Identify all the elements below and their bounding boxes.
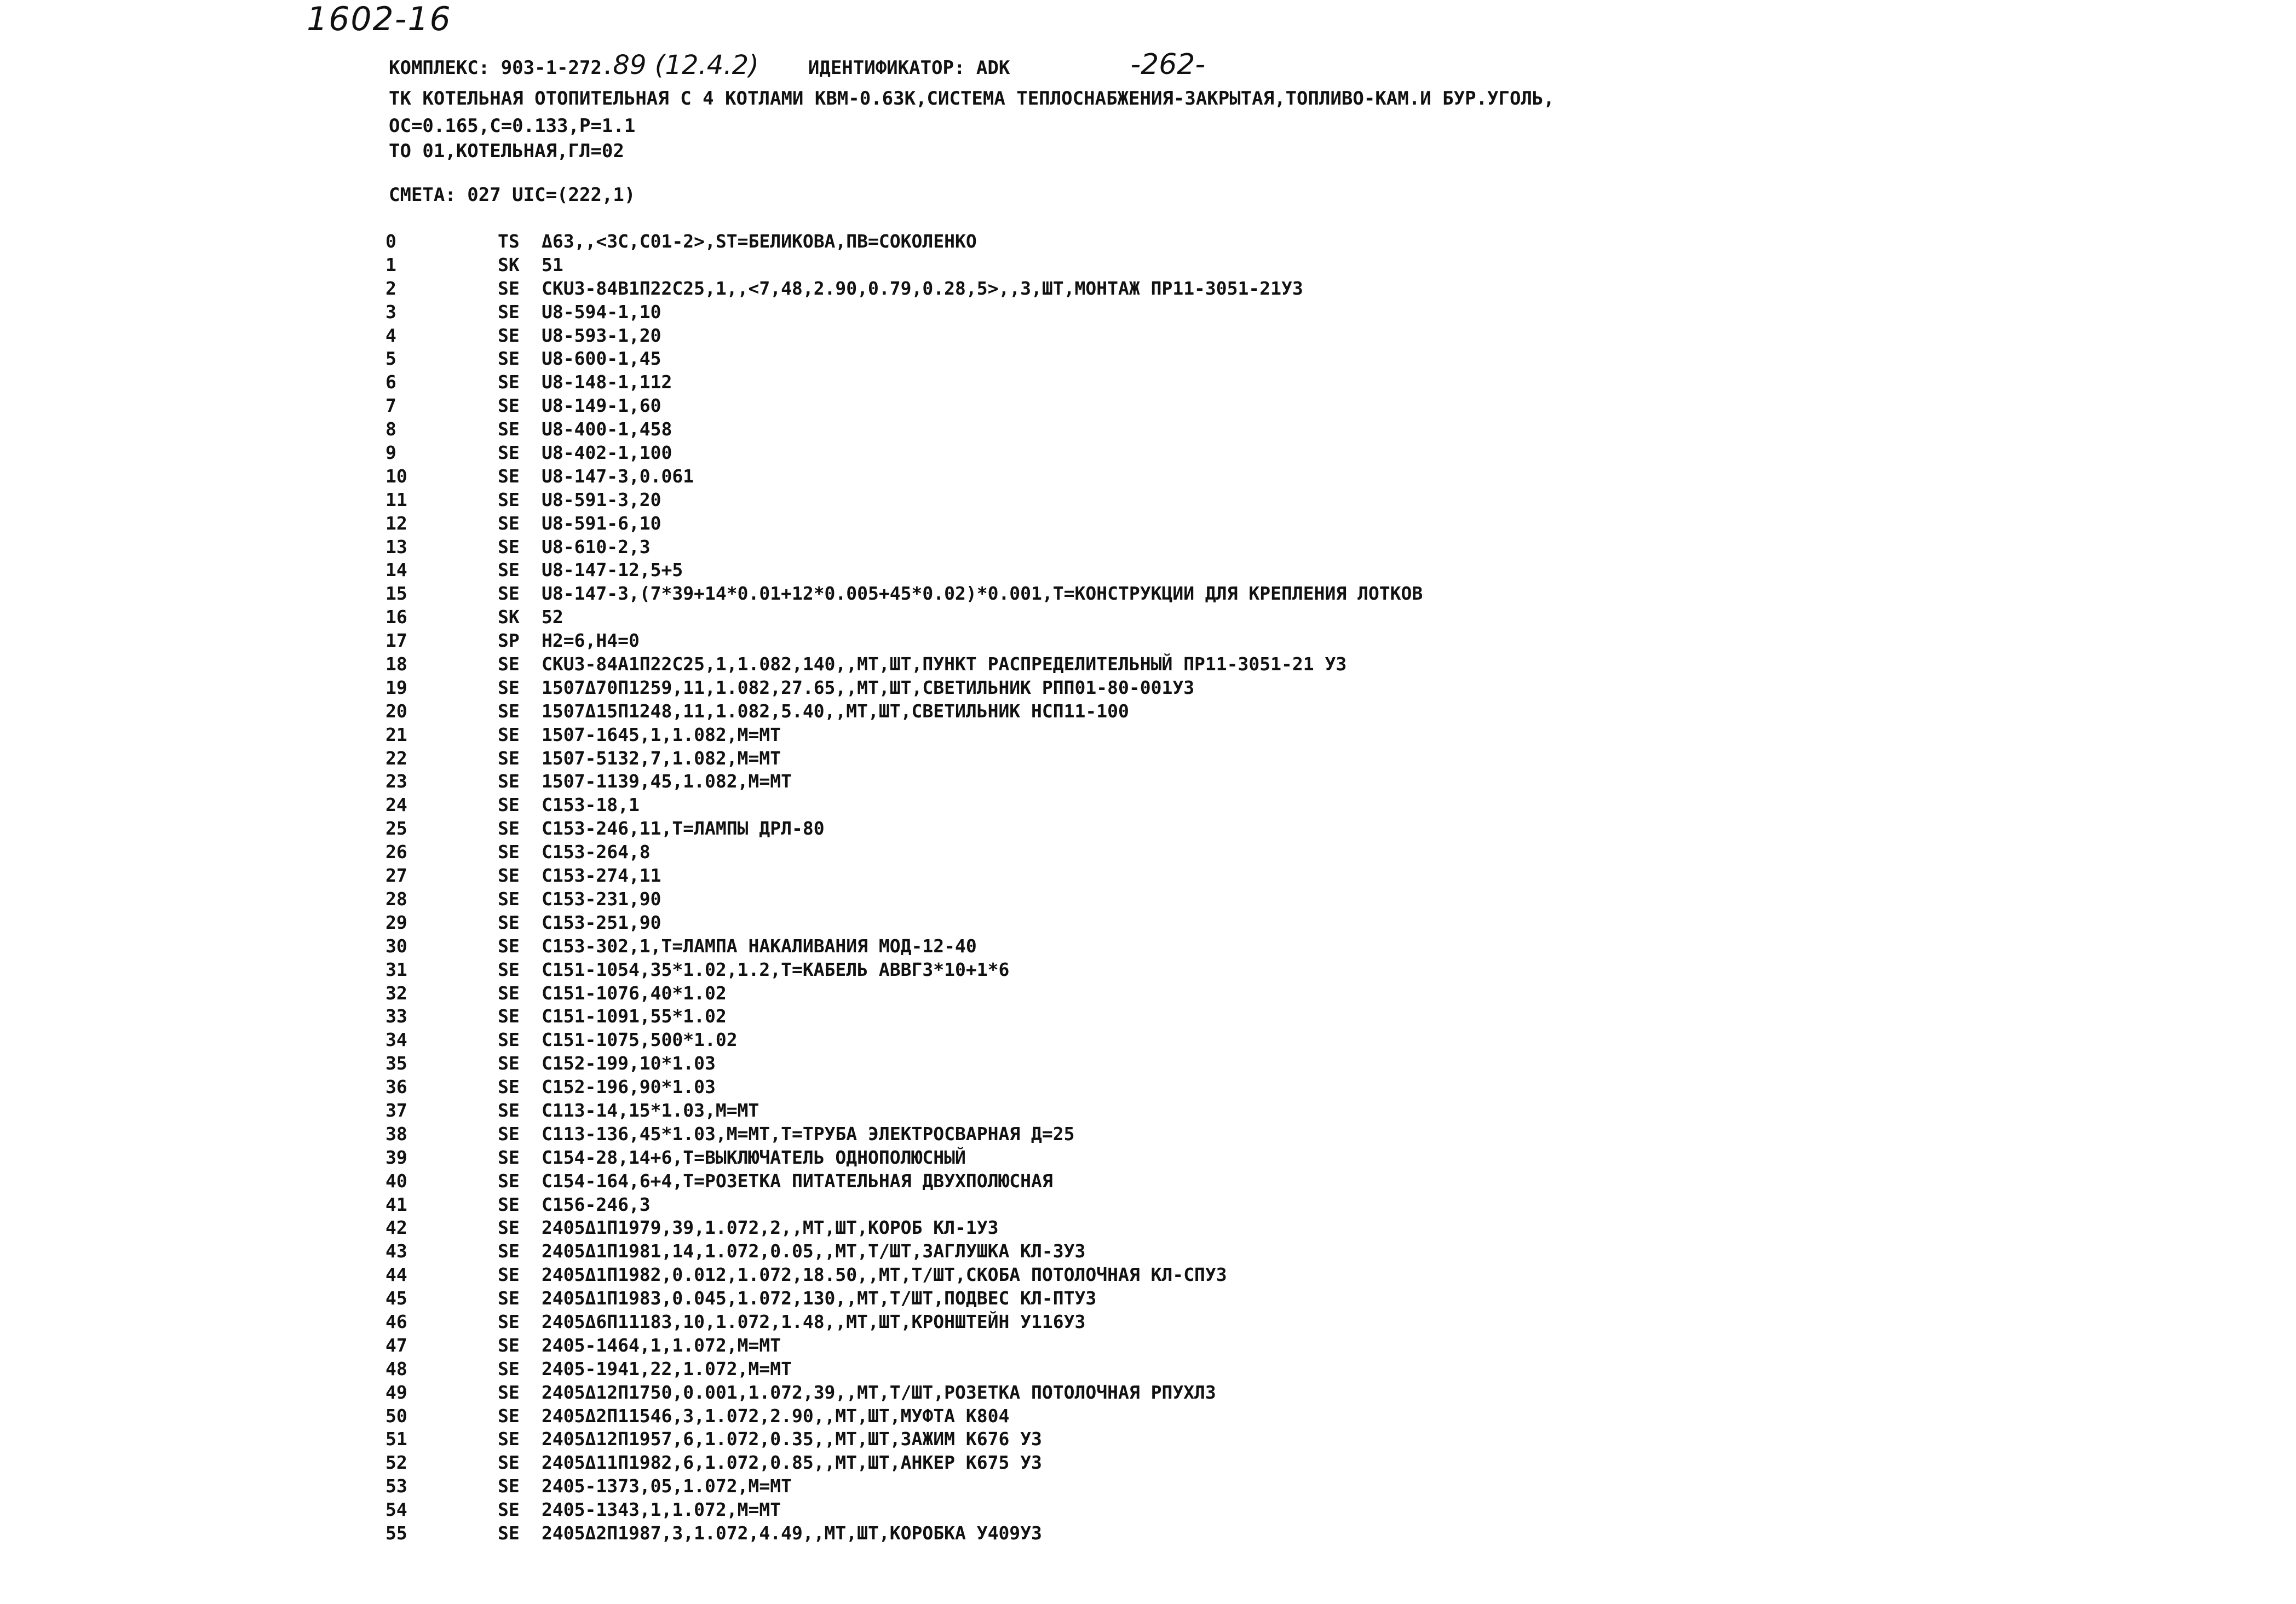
listing-row [385,512,1423,536]
row-code: TS [498,231,520,252]
listing-row [385,277,1423,301]
estimate-header: СМЕТА: 027 UIC=(222,1) [389,184,636,206]
row-number: 14 [385,559,407,581]
listing-row [385,817,1423,841]
row-params: 1507-5132,7,1.082,М=МТ [542,747,781,769]
row-params: U8-591-6,10 [542,512,661,534]
title-line-2: ОС=0.165,С=0.133,Р=1.1 [389,115,636,137]
title-line-1: ТК КОТЕЛЬНАЯ ОТОПИТЕЛЬНАЯ С 4 КОТЛАМИ КВМ-0.63К,СИСТЕМА ТЕПЛОСНАБЖЕНИЯ-ЗАКРЫТАЯ,ТОПЛИВО-КАМ.И БУР.УГОЛЬ, [389,88,1555,110]
row-params: 1507-1139,45,1.082,М=МТ [542,771,792,792]
listing-row [385,653,1423,676]
row-params: 2405-1941,22,1.072,М=МТ [542,1358,792,1379]
row-params: U8-147-12,5+5 [542,559,683,581]
row-code: SE [498,536,520,557]
row-params: U8-147-3,0.061 [542,465,694,487]
row-number: 16 [385,606,407,628]
row-code: SE [498,794,520,816]
row-params: 51 [542,254,563,275]
row-params: С156-246,3 [542,1193,651,1215]
row-params: U8-149-1,60 [542,395,661,417]
row-number: 4 [385,324,396,346]
row-params: С153-251,90 [542,911,661,933]
row-number: 37 [385,1099,407,1121]
row-params: 2405Δ12П1750,0.001,1.072,39,,МТ,Т/ШТ,РОЗЕТКА ПОТОЛОЧНАЯ РПУХЛ3 [542,1381,1216,1403]
row-code: SE [498,488,520,510]
row-code: SE [498,865,520,887]
row-number: 17 [385,630,407,652]
row-number: 41 [385,1193,407,1215]
listing-row [385,1475,1423,1498]
row-code: SE [498,465,520,487]
row-number: 55 [385,1522,407,1544]
row-number: 52 [385,1452,407,1474]
row-code: SE [498,301,520,323]
row-code: SE [498,888,520,910]
row-params: С113-136,45*1.03,М=МТ,T=ТРУБА ЭЛЕКТРОСВАРНАЯ Д=25 [542,1123,1075,1145]
page-number: -262- [1130,48,1206,81]
row-number: 2 [385,277,396,299]
row-number: 8 [385,418,396,440]
row-params: U8-148-1,112 [542,371,672,393]
row-params: С153-302,1,T=ЛАМПА НАКАЛИВАНИЯ МОД-12-40 [542,935,977,957]
listing-row [385,1146,1423,1170]
row-code: SE [498,1146,520,1168]
row-params: U8-593-1,20 [542,324,661,346]
row-params: С153-264,8 [542,841,651,863]
row-number: 45 [385,1287,407,1309]
row-code: SE [498,1475,520,1497]
row-number: 9 [385,442,396,464]
row-params: 2405Δ1П1982,0.012,1.072,18.50,,МТ,Т/ШТ,СКОБА ПОТОЛОЧНАЯ КЛ-СПУ3 [542,1264,1227,1286]
complex-header [389,48,1205,81]
row-number: 48 [385,1358,407,1379]
row-params: 2405Δ6П11183,10,1.072,1.48,,МТ,ШТ,КРОНШТЕЙН У116У3 [542,1310,1086,1332]
row-params: С151-1054,35*1.02,1.2,T=КАБЕЛЬ АВВГ3*10+1*6 [542,958,1010,980]
row-number: 33 [385,1005,407,1027]
row-code: SE [498,982,520,1004]
listing-row [385,606,1423,629]
row-params: 2405-1464,1,1.072,М=МТ [542,1334,781,1356]
listing-row [385,465,1423,488]
row-number: 46 [385,1310,407,1332]
row-params: С113-14,15*1.03,М=МТ [542,1099,759,1121]
document-number: 1602-16 [307,0,452,38]
row-code: SE [498,1170,520,1192]
row-code: SP [498,630,520,652]
row-number: 15 [385,583,407,605]
row-number: 30 [385,935,407,957]
row-params: С153-274,11 [542,865,661,887]
listing-row [385,1123,1423,1146]
listing-row [385,1099,1423,1123]
row-code: SE [498,911,520,933]
row-code: SE [498,348,520,370]
row-code: SE [498,1334,520,1356]
row-number: 21 [385,723,407,745]
listing-row [385,1451,1423,1475]
row-code: SE [498,395,520,417]
listing-row [385,629,1423,653]
row-code: SE [498,324,520,346]
row-code: SE [498,1287,520,1309]
row-code: SK [498,606,520,628]
listing-row [385,394,1423,418]
row-number: 19 [385,676,407,698]
row-number: 7 [385,395,396,417]
row-code: SE [498,1452,520,1474]
row-params: U8-610-2,3 [542,536,651,557]
row-number: 0 [385,231,396,252]
listing-row [385,1263,1423,1287]
listing-row [385,559,1423,582]
complex-label: КОМПЛЕКС: 903-1-272. [389,57,613,79]
listing-row [385,841,1423,864]
row-number: 36 [385,1076,407,1098]
row-params: СКU3-84A1П22С25,1,1.082,140,,МТ,ШТ,ПУНКТ РАСПРЕДЕЛИТЕЛЬНЫЙ ПР11-3051-21 У3 [542,653,1347,675]
row-params: 2405-1373,05,1.072,М=МТ [542,1475,792,1497]
row-number: 38 [385,1123,407,1145]
row-params: 2405Δ11П1982,6,1.072,0.85,,МТ,ШТ,АНКЕР К675 У3 [542,1452,1042,1474]
complex-handwritten-note: 89 (12.4.2) [613,50,759,81]
row-params: 1507-1645,1,1.082,М=МТ [542,723,781,745]
row-number: 47 [385,1334,407,1356]
listing-row [385,1310,1423,1334]
row-code: SE [498,841,520,863]
row-code: SE [498,1405,520,1427]
listing-row [385,1381,1423,1405]
row-code: SE [498,1076,520,1098]
listing-row [385,1052,1423,1076]
row-code: SE [498,418,520,440]
row-code: SE [498,1240,520,1262]
row-code: SE [498,1053,520,1074]
listing-row [385,1005,1423,1028]
listing-row [385,723,1423,747]
row-code: SE [498,1193,520,1215]
row-number: 11 [385,488,407,510]
listing-row [385,747,1423,771]
row-code: SE [498,1428,520,1450]
row-number: 40 [385,1170,407,1192]
listing-row [385,864,1423,888]
row-code: SE [498,442,520,464]
row-number: 50 [385,1405,407,1427]
row-number: 29 [385,911,407,933]
row-params: 2405Δ1П1981,14,1.072,0.05,,МТ,Т/ШТ,ЗАГЛУШКА КЛ-3У3 [542,1240,1086,1262]
row-params: СКU3-84B1П22С25,1,,<7,48,2.90,0.79,0.28,5>,,3,ШТ,МОНТАЖ ПР11-3051-21У3 [542,277,1303,299]
row-code: SE [498,1499,520,1521]
row-number: 31 [385,958,407,980]
row-params: U8-594-1,10 [542,301,661,323]
row-number: 51 [385,1428,407,1450]
listing-row [385,301,1423,324]
row-number: 3 [385,301,396,323]
row-number: 54 [385,1499,407,1521]
row-number: 25 [385,818,407,840]
listing-row [385,888,1423,911]
row-code: SE [498,935,520,957]
listing-row [385,1216,1423,1240]
listing-row [385,794,1423,817]
listing-row [385,324,1423,348]
listing-row [385,230,1423,254]
row-number: 5 [385,348,396,370]
row-number: 22 [385,747,407,769]
listing-row [385,1498,1423,1522]
row-code: SE [498,958,520,980]
row-code: SE [498,1123,520,1145]
listing-row [385,1334,1423,1358]
listing-row [385,935,1423,958]
listing-row [385,982,1423,1005]
row-number: 6 [385,371,396,393]
row-params: С153-231,90 [542,888,661,910]
row-params: U8-147-3,(7*39+14*0.01+12*0.005+45*0.02)*0.001,T=КОНСТРУКЦИИ ДЛЯ КРЕПЛЕНИЯ ЛОТКОВ [542,583,1423,605]
row-params: С154-164,6+4,T=РОЗЕТКА ПИТАТЕЛЬНАЯ ДВУХПОЛЮСНАЯ [542,1170,1053,1192]
listing-row [385,1428,1423,1451]
row-number: 26 [385,841,407,863]
listing-row [385,1522,1423,1545]
row-params: С153-246,11,T=ЛАМПЫ ДРЛ-80 [542,818,825,840]
row-params: 52 [542,606,563,628]
row-params: С153-18,1 [542,794,640,816]
listing-row [385,676,1423,700]
listing-row [385,700,1423,723]
listing-row [385,582,1423,606]
row-code: SE [498,1217,520,1239]
title-line-3: ТО 01,КОТЕЛЬНАЯ,ГЛ=02 [389,140,624,162]
row-code: SE [498,771,520,792]
row-number: 1 [385,254,396,275]
row-code: SE [498,1099,520,1121]
row-number: 18 [385,653,407,675]
listing-row [385,1193,1423,1217]
listing-row [385,1287,1423,1310]
row-params: 2405Δ2П1987,3,1.072,4.49,,МТ,ШТ,КОРОБКА У409У3 [542,1522,1042,1544]
row-params: 2405Δ12П1957,6,1.072,0.35,,МТ,ШТ,ЗАЖИМ К676 У3 [542,1428,1042,1450]
row-code: SE [498,1029,520,1051]
listing-row [385,1358,1423,1381]
row-code: SE [498,653,520,675]
row-params: С151-1075,500*1.02 [542,1029,738,1051]
row-number: 10 [385,465,407,487]
row-code: SE [498,723,520,745]
row-params: Δ63,,<3С,С01-2>,ST=БЕЛИКОВА,ПВ=СОКОЛЕНКО [542,231,977,252]
row-params: U8-600-1,45 [542,348,661,370]
row-code: SE [498,1264,520,1286]
row-code: SK [498,254,520,275]
listing-row [385,488,1423,512]
listing-row [385,1076,1423,1099]
row-number: 12 [385,512,407,534]
row-params: H2=6,H4=0 [542,630,640,652]
row-number: 28 [385,888,407,910]
row-number: 34 [385,1029,407,1051]
row-number: 13 [385,536,407,557]
row-number: 20 [385,700,407,722]
row-number: 24 [385,794,407,816]
row-code: SE [498,1522,520,1544]
estimate-listing [385,230,1423,1545]
listing-row [385,1170,1423,1193]
row-params: U8-402-1,100 [542,442,672,464]
listing-row [385,911,1423,935]
row-number: 53 [385,1475,407,1497]
identifier-label: ИДЕНТИФИКАТОР: ADK [808,57,1010,79]
row-number: 35 [385,1053,407,1074]
listing-row [385,418,1423,441]
listing-row [385,1240,1423,1263]
row-params: С152-199,10*1.03 [542,1053,716,1074]
row-number: 23 [385,771,407,792]
row-params: 2405Δ1П1983,0.045,1.072,130,,МТ,Т/ШТ,ПОДВЕС КЛ-ПТУ3 [542,1287,1097,1309]
listing-row [385,1405,1423,1428]
row-code: SE [498,1381,520,1403]
listing-row [385,371,1423,394]
row-params: С151-1091,55*1.02 [542,1005,727,1027]
row-params: С152-196,90*1.03 [542,1076,716,1098]
row-params: 1507Δ15П1248,11,1.082,5.40,,МТ,ШТ,СВЕТИЛЬНИК НСП11-100 [542,700,1129,722]
row-code: SE [498,1005,520,1027]
row-code: SE [498,700,520,722]
listing-row [385,254,1423,277]
row-code: SE [498,583,520,605]
row-number: 42 [385,1217,407,1239]
listing-row [385,770,1423,794]
row-code: SE [498,277,520,299]
listing-row [385,1028,1423,1052]
row-number: 32 [385,982,407,1004]
row-code: SE [498,1310,520,1332]
row-code: SE [498,371,520,393]
row-code: SE [498,747,520,769]
row-params: 2405Δ1П1979,39,1.072,2,,МТ,ШТ,КОРОБ КЛ-1У3 [542,1217,999,1239]
row-params: 2405-1343,1,1.072,М=МТ [542,1499,781,1521]
row-params: С154-28,14+6,T=ВЫКЛЮЧАТЕЛЬ ОДНОПОЛЮСНЫЙ [542,1146,966,1168]
listing-row [385,347,1423,371]
row-params: 1507Δ70П1259,11,1.082,27.65,,МТ,ШТ,СВЕТИЛЬНИК РПП01-80-001У3 [542,676,1195,698]
row-code: SE [498,676,520,698]
row-number: 43 [385,1240,407,1262]
row-number: 49 [385,1381,407,1403]
row-code: SE [498,512,520,534]
row-params: U8-591-3,20 [542,488,661,510]
row-code: SE [498,559,520,581]
row-number: 39 [385,1146,407,1168]
listing-row [385,441,1423,465]
row-params: 2405Δ2П11546,3,1.072,2.90,,МТ,ШТ,МУФТА К804 [542,1405,1010,1427]
row-params: U8-400-1,458 [542,418,672,440]
row-number: 27 [385,865,407,887]
row-code: SE [498,818,520,840]
listing-row [385,536,1423,559]
row-params: С151-1076,40*1.02 [542,982,727,1004]
row-code: SE [498,1358,520,1379]
listing-row [385,958,1423,982]
row-number: 44 [385,1264,407,1286]
